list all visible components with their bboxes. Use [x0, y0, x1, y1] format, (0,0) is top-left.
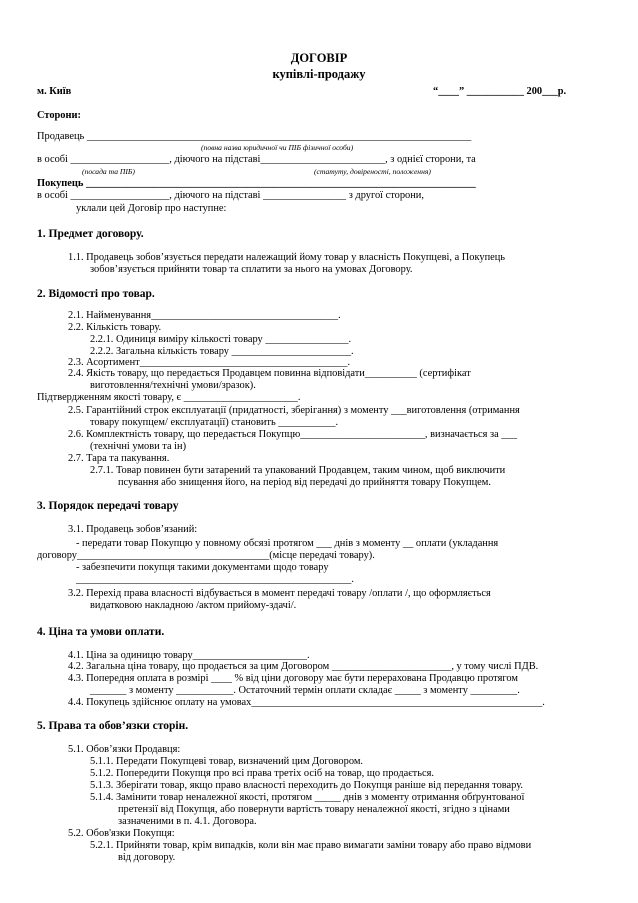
clause-5-2: 5.2. Обов'язки Покупця: [68, 828, 175, 839]
clause-4-1: 4.1. Ціна за одиницю товару______________________. [68, 650, 310, 661]
clause-2-2-2: 2.2.2. Загальна кількість товару _______________________. [90, 346, 354, 357]
clause-2-2-1: 2.2.1. Одиниця виміру кількості товару ________________. [90, 334, 352, 345]
clause-2-7: 2.7. Тара та пакування. [68, 453, 170, 464]
buyer-line: Покупець ___________________________________________________________________________ [37, 178, 476, 189]
clause-5-2-1: 5.2.1. Прийняти товар, крім випадків, коли він має право вимагати заміни товару або право відмови [90, 840, 532, 851]
clause-2-5: 2.5. Гарантійний строк експлуатації (придатності, зберігання) з моменту ___виготовлення (отримання [68, 405, 520, 416]
clause-3-1-bullet-2-cont: _____________________________________________________. [76, 574, 354, 585]
parties-heading: Сторони: [37, 110, 81, 121]
clause-5-1-2: 5.1.2. Попередити Покупця про всі права третіх осіб на товар, що продається. [90, 768, 434, 779]
seller-hint: (повна назва юридичної чи ПІБ фізичної особи) [201, 143, 354, 152]
clause-4-4: 4.4. Покупець здійснює оплату на умовах________________________________________________________. [68, 697, 545, 708]
contract-date: “____” ___________ 200___р. [433, 86, 567, 97]
clause-3-2: 3.2. Перехід права власності відбувається в момент передачі товару /оплати /, що оформляється [68, 588, 491, 599]
concluded-line: уклали цей Договір про наступне: [76, 203, 227, 214]
clause-5-1-4: 5.1.4. Замінити товар неналежної якості, протягом _____ днів з моменту отримання обґрунтованої [90, 792, 525, 803]
section-1-heading: 1. Предмет договору. [37, 228, 144, 240]
section-4-heading: 4. Ціна та умови оплати. [37, 626, 165, 638]
clause-2-2: 2.2. Кількість товару. [68, 322, 162, 333]
clause-4-2: 4.2. Загальна ціна товару, що продається за цим Договором _______________________, у тому числі ПДВ. [68, 661, 539, 672]
clause-2-6: 2.6. Комплектність товару, що передається Покупцю________________________, визначається за ___ [68, 429, 517, 440]
seller-person-line: в особі ___________________, діючого на підставі________________________, з однієї сторони, та [37, 154, 476, 165]
clause-2-4-cont: виготовлення/технічні умови/зразок). [90, 380, 256, 391]
buyer-person-line: в особі ___________________, діючого на підставі ________________ з другої сторони, [37, 190, 424, 201]
clause-3-1-bullet-1-cont: договору_____________________________________(місце передачі товару). [37, 550, 375, 561]
clause-2-4: 2.4. Якість товару, що передається Продавцем повинна відповідати__________ (сертифікат [68, 368, 471, 379]
section-2-heading: 2. Відомості про товар. [37, 288, 155, 300]
clause-3-1-bullet-2: - забезпечити покупця такими документами щодо товару [76, 562, 329, 573]
clause-2-1: 2.1. Найменування____________________________________. [68, 310, 341, 321]
clause-5-1-4-cont-1: претензії від Покупця, або повернути вартість товару неналежної якості, згідно з цінами [118, 804, 510, 815]
section-3-heading: 3. Порядок передачі товару [37, 500, 179, 512]
clause-5-1-3: 5.1.3. Зберігати товар, якщо право власності переходить до Покупця раніше від передання товару. [90, 780, 523, 791]
clause-3-1: 3.1. Продавець зобов’язаний: [68, 524, 198, 535]
clause-3-1-bullet-1: - передати товар Покупцю у повному обсязі протягом ___ днів з моменту __ оплати (укладання [76, 538, 499, 549]
clause-2-7-1: 2.7.1. Товар повинен бути затарений та упакований Продавцем, таким чином, щоб виключити [90, 465, 506, 476]
clause-4-3: 4.3. Попередня оплата в розмірі ____ % від ціни договору має бути перерахована Продавцю протягом [68, 673, 518, 684]
clause-5-2-1-cont: від договору. [118, 852, 176, 863]
position-hint: (посада та ПІБ) [82, 167, 135, 176]
city: м. Київ [37, 86, 72, 97]
clause-5-1-4-cont-2: зазначеними в п. 4.1. Договора. [118, 816, 257, 827]
basis-hint: (статуту, довіреності, положення) [314, 167, 431, 176]
clause-3-2-cont: видатковою накладною /актом прийому-здачі/. [90, 600, 297, 611]
clause-1-1-cont: зобов’язується прийняти товар та сплатити за нього на умовах Договору. [90, 264, 413, 275]
clause-2-3: 2.3. Асортимент________________________________________. [68, 357, 351, 368]
seller-line: Продавець __________________________________________________________________________ [37, 131, 472, 142]
clause-2-6-cont: (технічні умови та ін) [90, 441, 187, 452]
clause-2-4-quality: Підтвердженням якості товару, є ______________________. [37, 392, 301, 403]
clause-5-1: 5.1. Обов’язки Продавця: [68, 744, 181, 755]
contract-title: ДОГОВІР [290, 51, 348, 65]
clause-4-3-cont: _______ з моменту ___________. Остаточний термін оплати складає _____ з моменту _________. [90, 685, 520, 696]
contract-subtitle: купівлі-продажу [272, 67, 366, 81]
clause-2-7-1-cont: псування або знищення його, на період від передачі до прийняття товару Покупцем. [118, 477, 491, 488]
clause-5-1-1: 5.1.1. Передати Покупцеві товар, визначений цим Договором. [90, 756, 363, 767]
section-5-heading: 5. Права та обов’язки сторін. [37, 720, 189, 732]
clause-2-5-cont: товару покупцем/ експлуатації) становить ___________. [90, 417, 339, 428]
clause-1-1: 1.1. Продавець зобов’язується передати належащий йому товар у власність Покупцеві, а Покупець [68, 252, 506, 263]
